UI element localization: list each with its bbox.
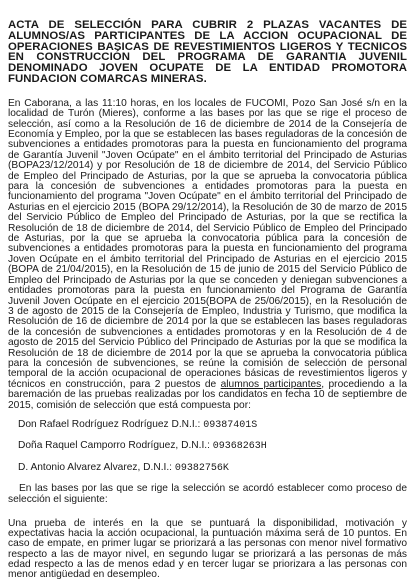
member-row xyxy=(18,420,407,431)
member-dni: 09387401S xyxy=(203,419,258,431)
commission-members-list xyxy=(18,420,407,474)
intro-text-b: , procediendo a la baremación de las pruebas realizadas por los candidatos en fecha 10 de septiembre de 2015, comisión de selección que está compuesta por: xyxy=(8,378,407,411)
document-title: ACTA DE SELECCIÓN PARA CUBRIR 2 PLAZAS VACANTES DE ALUMNOS/AS PARTICIPANTES DE LA ACCION OCUPACIONAL DE OPERACIONES BASICAS DE REVESTIMIENTOS LIGEROS Y TECNICOS EN CONSTRUCCIÓN DEL PROGRAMA DE GARANTIA JUVENIL DENOMINADO JOVEN OCUPATE DE LA ENTIDAD PROMOTORA FUNDACION COMARCAS MINERAS. xyxy=(8,19,407,85)
member-dni: 09368263H xyxy=(212,441,267,453)
intro-paragraph xyxy=(8,99,407,411)
selection-process-paragraph: En las bases por las que se rige la selección se acordó establecer como proceso de selección el siguiente: xyxy=(8,483,407,505)
member-dni: 09382756K xyxy=(174,462,229,474)
intro-text-a: En Caborana, a las 11:10 horas, en los locales de FUCOMI, Pozo San José s/n en la localidad de Turón (Mieres), conforme a las bases por las que se rige el proceso de selección, así como a la Resolución de 16 de diciembre de 2014 de la Consejería de Economía y Empleo, por la que se establecen las bases reguladoras de la concesión de subvenciones a entidades promotoras para la puesta en funcionamiento del programa de Garantía Juvenil "Joven Ocúpate" en el ámbito territorial del Principado de Asturias (BOPA23/12/2014) y por Resolución de 18 de diciembre de 2014, del Servicio Público de Empleo del Principado de Asturias, por la que se aprueba la convocatoria pública para la concesión de subvenciones a entidades promotoras para la puesta en funcionamiento del programa "Joven Ocúpate" en el ámbito territorial del Principado de Asturias en el ejercicio 2015 (BOPA 29/12/2014), la Resolución de 30 de marzo de 2015 del Servicio Público de Empleo del Principado de Asturias, por la que se rectifica la Resolución de 18 de diciembre de 2014, del Servicio Público de Empleo del Principado de Asturias, por la que se aprueba la convocatoria pública para la concesión de subvenciones a entidades promotoras para la puesta en funcionamiento del programa Joven Ocúpate en el ámbito territorial del Principado de Asturias en el ejercicio 2015 (BOPA de 21/04/2015), en la Resolución de 15 de junio de 2015 del Servicio Público de Empleo del Principado de Asturias por la que se conceden y deniegan subvenciones a entidades promotoras para la puesta en funcionamiento del Programa de Garantía Juvenil Joven Ocúpate en el ejercicio 2015(BOPA de 25/06/2015), en la Resolución de 3 de agosto de 2015 de la Consejería de Empleo, Industria y Turismo, que modifica la Resolución de 16 de diciembre de 2014 por la que se establecen las bases reguladoras de la concesión de subvenciones a entidades promotoras y en la Resolución de 4 de agosto de 2015 del Servicio Público del Principado de Asturias por la que se modifica la Resolución de 18 de diciembre de 2014 por la que se aprueba la convocatoria pública para la concesión de subvenciones, se reúne la comisión de selección de personal temporal de la acción ocupacional de operaciones básicas de revestimientos ligeros y técnicos en construcción, para 2 puestos de xyxy=(8,97,407,390)
interest-test-paragraph: Una prueba de interés en la que se puntuará la disponibilidad, motivación y expectativas hacia la acción ocupacional, la puntuación máxima será de 10 puntos. En caso de empate, en primer lugar se priorizará a las personas con menor nivel formativo respecto a las de mayor nivel, en segundo lugar se priorizará a las personas de más edad respecto a las de menos edad y en tercer lugar se priorizara a las personas con menor antigüedad en desempleo. xyxy=(8,518,407,580)
member-name: D. Antonio Alvarez Alvarez, D.N.I.: xyxy=(18,461,173,473)
member-row xyxy=(18,441,407,452)
intro-underlined-text: alumnos participantes xyxy=(220,378,322,390)
member-name: Doña Raquel Camporro Rodríguez, D.N.I.: xyxy=(18,440,210,452)
member-name: Don Rafael Rodríguez Rodríguez D.N.I.: xyxy=(18,418,201,430)
member-row xyxy=(18,463,407,474)
